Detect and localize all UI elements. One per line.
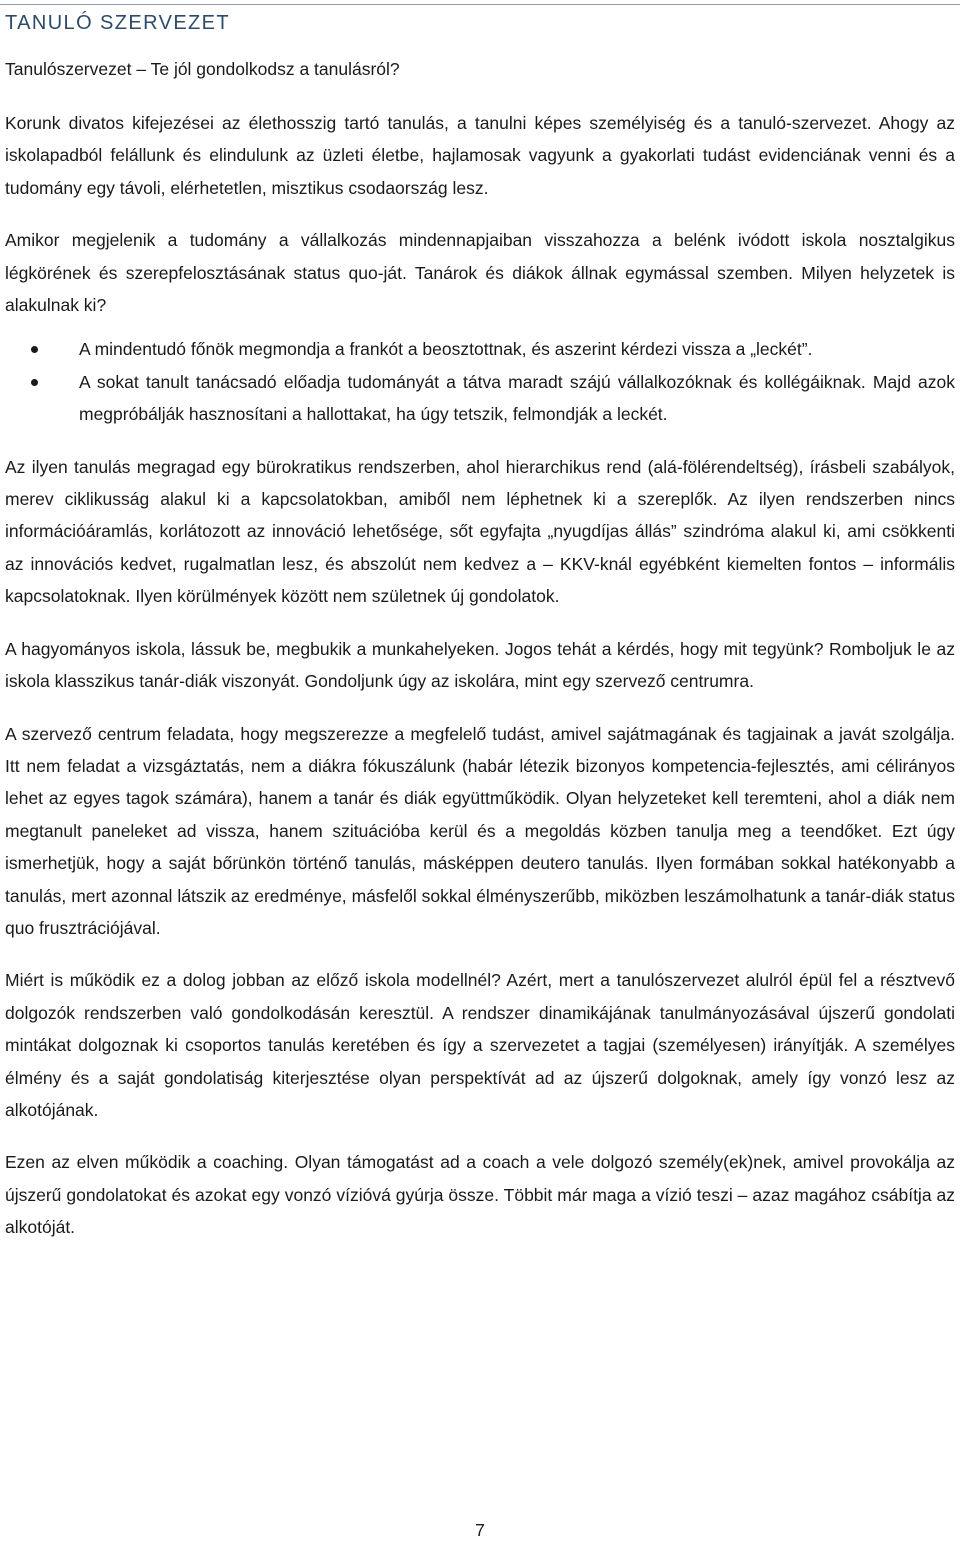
paragraph-7: Ezen az elven működik a coaching. Olyan támogatást ad a coach a vele dolgozó személy(ek)nek, amivel provokálja az újszerű gondolatokat és azokat egy vonzó vízióvá gyúrja össze. Többit már maga a vízió teszi – azaz magához csábítja az alkotóját.	[5, 1152, 955, 1238]
paragraph-2: Amikor megjelenik a tudomány a vállalkozás mindennapjaiban visszahozza a belénk ivódott iskola nosztalgikus légkörének és szerepfelosztásának status quo-ját. Tanárok és diákok állnak egymással szemben. Milyen helyzetek is alakulnak ki?	[5, 230, 955, 316]
list-item	[5, 333, 955, 365]
paragraph-1: Korunk divatos kifejezései az élethosszig tartó tanulás, a tanulni képes személyiség és a tanuló-szervezet. Ahogy az iskolapadból felállunk és elindulunk az üzleti életbe, hajlamosak vagyunk a gyakorlati tudást evidenciának venni és a tudomány egy távoli, elérhetetlen, misztikus csodaország lesz.	[5, 113, 955, 198]
paragraph-4: A hagyományos iskola, lássuk be, megbukik a munkahelyeken. Jogos tehát a kérdés, hogy mit tegyünk? Romboljuk le az iskola klasszikus tanár-diák viszonyát. Gondoljunk úgy az iskolára, mint egy szervező centrumra.	[5, 638, 955, 692]
top-rule	[0, 4, 960, 5]
page-number: 7	[475, 1520, 485, 1540]
bullet-list	[5, 333, 955, 430]
list-item-text: A mindentudó főnök megmondja a frankót a beosztottnak, és aszerint kérdezi vissza a „leckét”.	[79, 339, 813, 360]
paragraph-5: A szervező centrum feladata, hogy megszerezze a megfelelő tudást, amivel sajátmagának és tagjainak a javát szolgálja. Itt nem feladat a vizsgáztatás, nem a diákra fókuszálunk (habár létezik bizonyos kompetencia-fejlesztés, ami célirányos lehet az egyes tagok számára), hanem a tanár és diák együttműködik. Olyan helyzeteket kell teremteni, ahol a diák nem megtanult paneleket ad vissza, hanem szituációba kerül és a megoldás közben tanulja meg a teendőket. Ezt úgy ismerhetjük, hogy a saját bőrünkön történő tanulás, másképpen deutero tanulás. Ilyen formában sokkal hatékonyabb a tanulás, mert azonnal látszik az eredménye, másfelől sokkal élményszerűbb, miközben leszámolhatunk a tanár-diák status quo frusztrációjával.	[5, 723, 955, 938]
bullet-icon	[31, 379, 38, 386]
article-subtitle: Tanulószervezet – Te jól gondolkodsz a tanulásról?	[5, 59, 400, 79]
list-item	[5, 366, 955, 431]
paragraph-6: Miért is működik ez a dolog jobban az előző iskola modellnél? Azért, mert a tanulószervezet alulról épül fel a résztvevő dolgozók rendszerben való gondolkodásán keresztül. A rendszer dinamikájának tanulmányozásával újszerű gondolati mintákat dolgoznak ki csoportos tanulás keretében és így a szervezetet a tagjai (személyesen) irányítják. A személyes élmény és a saját gondolatiság kiterjesztése olyan perspektívát ad az újszerű dolgoknak, amely így vonzó lesz az alkotójának.	[5, 970, 955, 1120]
article-body	[5, 107, 955, 1264]
bullet-icon	[31, 346, 38, 353]
paragraph-3: Az ilyen tanulás megragad egy bürokratikus rendszerben, ahol hierarchikus rend (alá-fölérendeltség), írásbeli szabályok, merev ciklikusság alakul ki a kapcsolatokban, amiből nem léphetnek ki a szereplők. Az ilyen rendszerben nincs információáramlás, korlátozott az innováció lehetősége, sőt egyfajta „nyugdíjas állás” szindróma alakul ki, ami csökkenti az innovációs kedvet, rugalmatlan lesz, és abszolút nem kedvez a – KKV-knál egyébként kiemelten fontos – informális kapcsolatoknak. Ilyen körülmények között nem születnek új gondolatok.	[5, 456, 955, 607]
section-heading: TANULÓ SZERVEZET	[5, 12, 231, 34]
list-item-text: A sokat tanult tanácsadó előadja tudományát a tátva maradt szájú vállalkozóknak és kollégáiknak. Majd azok megpróbálják hasznosítani a hallottakat, ha úgy tetszik, felmondják a leckét.	[79, 371, 955, 425]
